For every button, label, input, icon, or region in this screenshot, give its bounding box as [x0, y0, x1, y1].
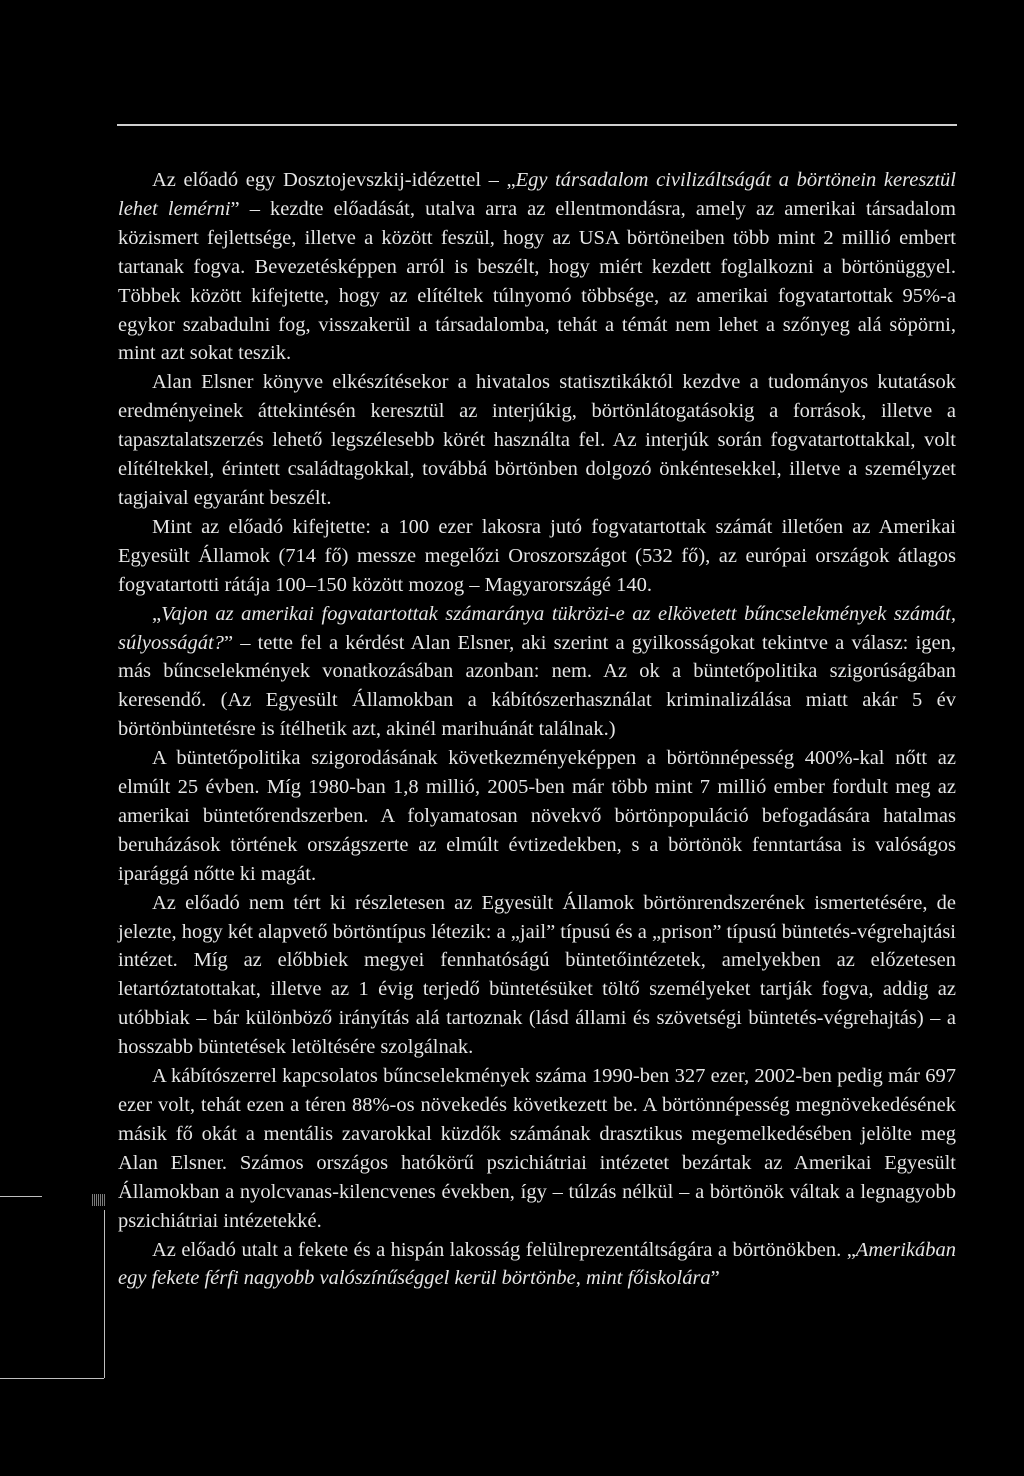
- paragraph: [118, 744, 956, 889]
- paragraph: [118, 1236, 956, 1294]
- text-run: ”: [710, 1267, 720, 1290]
- article-body: [118, 166, 956, 1293]
- margin-mark: [92, 1194, 106, 1206]
- paragraph: [118, 166, 956, 368]
- text-run: ” – tette fel a kérdést Alan Elsner, aki szerint a gyilkosságokat tekintve a válasz: igen, más bűncselekmények vonatkozásában azonban: nem. Az ok a büntetőpolitika szigorúságában keresendő. (Az Egyesült Államokban a kábítószerhasználat kriminalizálása miatt akár 5 év börtönbüntetésre is ítélhetik azt, akinél marihuánát találnak.): [118, 631, 956, 741]
- text-run: Az előadó nem tért ki részletesen az Egyesült Államok börtönrendszerének ismertetésére, de jelezte, hogy két alapvető börtöntípus létezik: a „jail” típusú és a „prison” típusú büntetés-végrehajtási intézet. Míg az előbbiek megyei fennhatóságú büntetőintézetek, amelyekben az előzetesen letartóztatottakat, illetve az 1 évig terjedő büntetésüket töltő személyeket tartják fogva, addig az utóbbiak – bár különböző irányítás alá tartoznak (lásd állami és szövetségi büntetés-végrehajtás) – a hosszabb büntetések letöltésére szolgálnak.: [118, 891, 956, 1059]
- italic-quote: Vajon az amerikai fogvatartottak számaránya tükrözi-e az elkövetett bűncselekmények számát, súlyosságát?: [118, 602, 956, 654]
- text-run: A kábítószerrel kapcsolatos bűncselekmények száma 1990-ben 327 ezer, 2002-ben pedig már 697 ezer volt, tehát ezen a téren 88%-os növekedés következett be. A börtönnépesség megnövekedésének másik fő okát a mentális zavarokkal küzdők számának drasztikus megemelkedésében jelölte meg Alan Elsner. Számos országos hatókörű pszichiátriai intézetet bezártak az Amerikai Egyesült Államokban a nyolcvanas-kilencvenes években, így – túlzás nélkül – a börtönök váltak a legnagyobb pszichiátriai intézetekké.: [118, 1065, 956, 1232]
- header-rule: [117, 124, 957, 126]
- text-run: Mint az előadó kifejtette: a 100 ezer lakosra jutó fogvatartottak számát illetően az Amerikai Egyesült Államok (714 fő) messze megelőzi Oroszországot (532 fő), az európai országok átlagos fogvatartotti rátája 100–150 között mozog – Magyarországé 140.: [118, 515, 956, 596]
- text-run: ” – kezdte előadását, utalva arra az ellentmondásra, amely az amerikai társadalom közismert fejlettsége, illetve a között feszül, hogy az USA börtöneiben több mint 2 millió embert tartanak fogva. Bevezetésképpen arról is beszélt, hogy miért kezdett foglalkozni a börtönüggyel. Többek között kifejtette, hogy az elítéltek túlnyomó többsége, az amerikai fogvatartottak 95%-a egykor szabadulni fog, visszakerül a társadalomba, tehát a témát nem lehet a szőnyeg alá söpörni, mint azt sokat teszik.: [118, 197, 956, 365]
- text-run: A büntetőpolitika szigorodásának következményeképpen a börtönnépesség 400%-kal nőtt az elmúlt 25 évben. Míg 1980-ban 1,8 millió, 2005-ben már több mint 7 millió ember fordult meg az amerikai büntetőrendszerben. A folyamatosan növekvő börtönpopuláció befogadására hatalmas beruházások történek országszerte az elmúlt évtizedekben, s a börtönök fenntartása is valóságos iparággá nőtte ki magát.: [118, 747, 956, 885]
- paragraph: [118, 889, 956, 1062]
- text-run: Az előadó utalt a fekete és a hispán lakosság felülreprezentáltságára a börtönökben. „: [152, 1238, 856, 1261]
- italic-quote: Amerikában egy fekete férfi nagyobb valószínűséggel kerül börtönbe, mint főiskolára: [118, 1238, 956, 1290]
- text-run: Alan Elsner könyve elkészítésekor a hivatalos statisztikáktól kezdve a tudományos kutatások eredményeinek áttekintésén keresztül az interjúkig, börtönlátogatásokig a források, illetve a tapasztalatszerzés lehető legszélesebb körét használta fel. Az interjúk során fogvatartottakkal, volt elítéltekkel, érintett családtagokkal, továbbá börtönben dolgozó önkéntesekkel, illetve a személyzet tagjaival egyaránt beszélt.: [118, 371, 956, 509]
- paragraph: [118, 1062, 956, 1235]
- text-run: „: [152, 602, 162, 625]
- italic-quote: Egy társadalom civilizáltságát a börtönein keresztül lehet lemérni: [118, 169, 956, 220]
- paragraph: [118, 513, 956, 600]
- paragraph: [118, 600, 956, 745]
- text-run: Az előadó egy Dosztojevszkij-idézettel – „: [152, 169, 516, 191]
- margin-line-bottom: [0, 1378, 104, 1379]
- margin-line-top: [0, 1196, 42, 1197]
- margin-bracket: [104, 1210, 105, 1378]
- paragraph: [118, 368, 956, 513]
